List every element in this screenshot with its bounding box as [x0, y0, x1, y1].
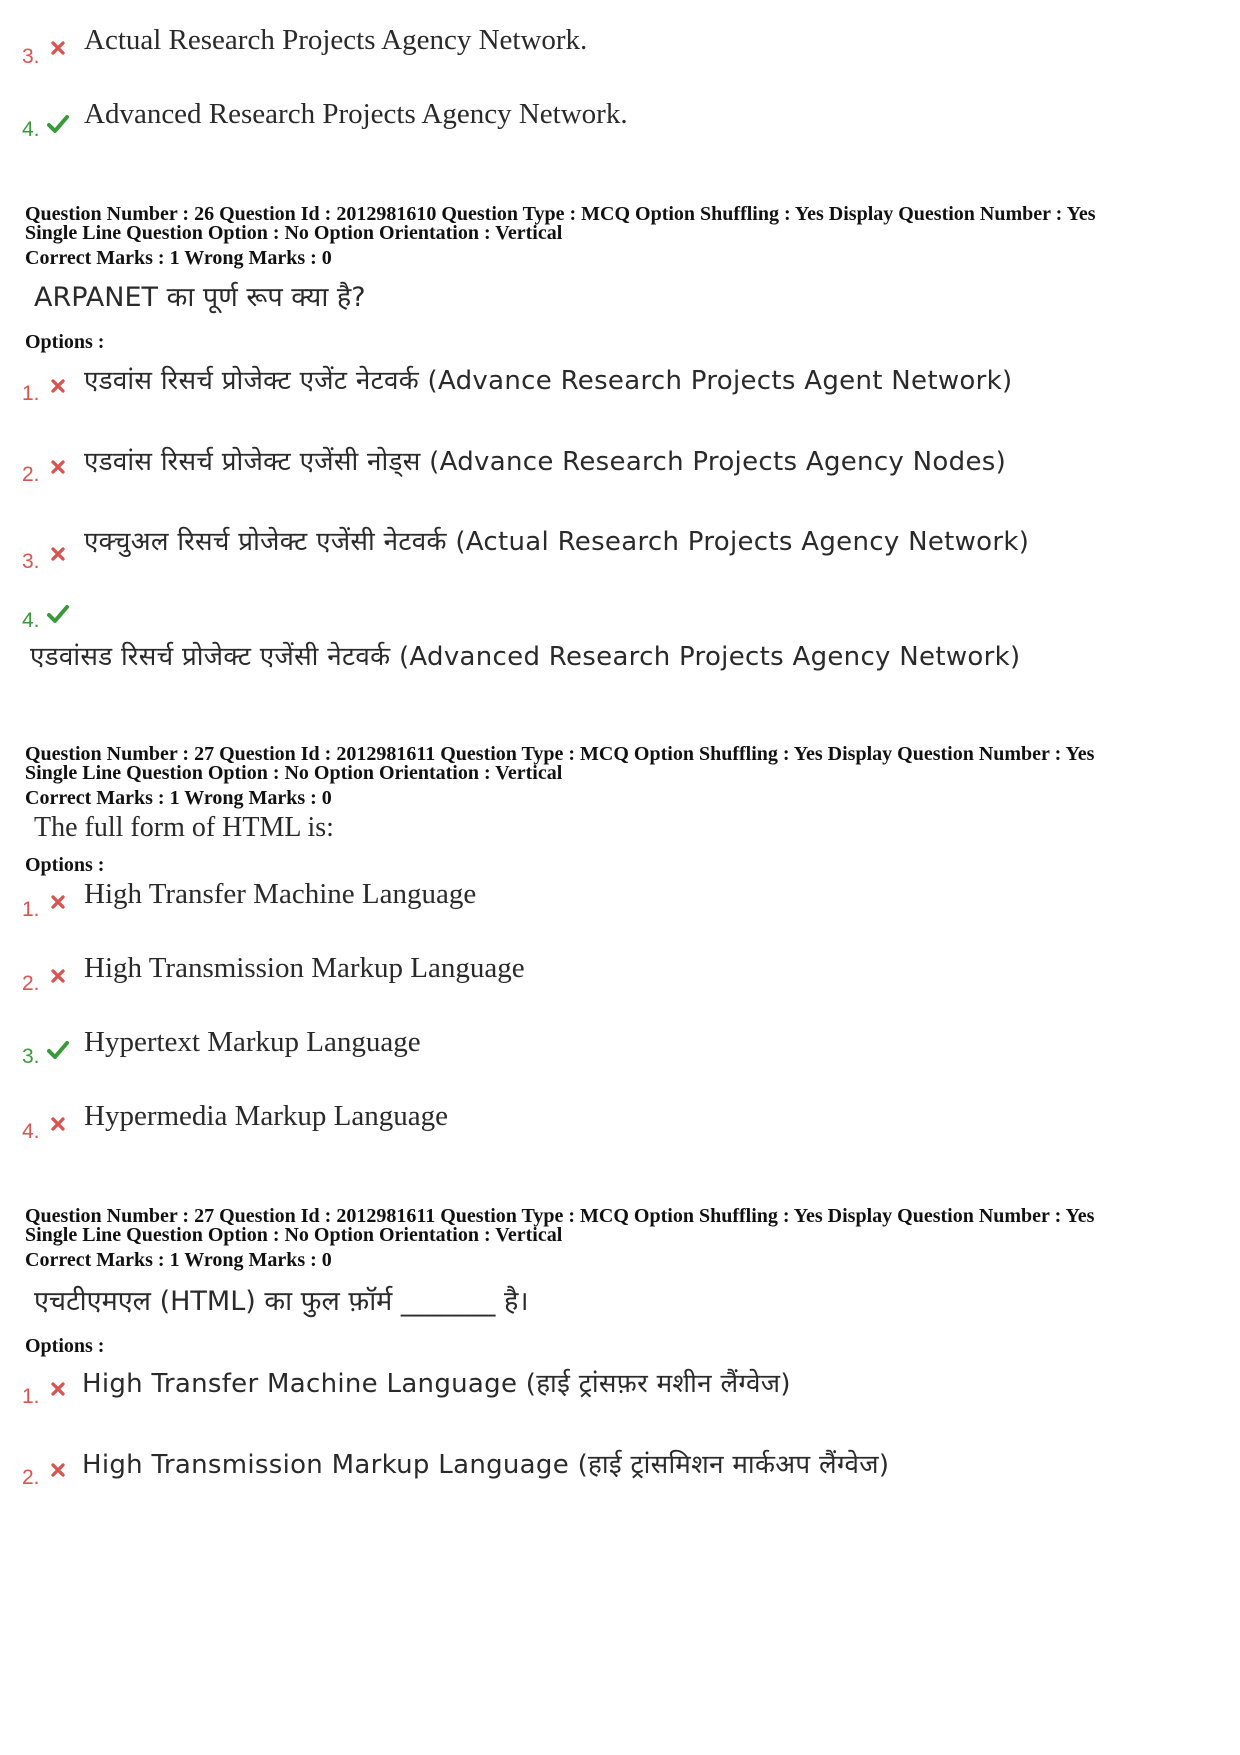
option-number: 4.	[22, 609, 40, 632]
option-text: Advanced Research Projects Agency Network.	[84, 98, 628, 130]
question-marks: Correct Marks : 1 Wrong Marks : 0	[25, 1249, 332, 1271]
option-text: Hypermedia Markup Language	[84, 1100, 448, 1132]
question-text: The full form of HTML is:	[34, 812, 334, 843]
check-icon	[46, 602, 70, 626]
option-text: Actual Research Projects Agency Network.	[84, 24, 588, 56]
cross-icon	[48, 544, 68, 564]
option-number: 1.	[22, 382, 40, 405]
check-icon	[46, 112, 70, 136]
option-text: High Transfer Machine Language	[84, 878, 477, 910]
question-meta-line1: Question Number : 27 Question Id : 2012981611 Question Type : MCQ Option Shuffling : Yes Display Question Number : Yes	[25, 743, 1095, 765]
question-meta-line2: Single Line Question Option : No Option Orientation : Vertical	[25, 762, 563, 784]
question-meta-line2: Single Line Question Option : No Option Orientation : Vertical	[25, 1224, 563, 1246]
option-text: एडवांस रिसर्च प्रोजेक्ट एजेंसी नोड्स (Advance Research Projects Agency Nodes)	[84, 447, 1007, 477]
option-number: 3.	[22, 550, 40, 573]
cross-icon	[48, 457, 68, 477]
options-label: Options :	[25, 331, 105, 353]
option-number: 2.	[22, 463, 40, 486]
option-number: 1.	[22, 1385, 40, 1408]
option-number: 3.	[22, 1045, 40, 1068]
question-meta-line1: Question Number : 26 Question Id : 2012981610 Question Type : MCQ Option Shuffling : Yes Display Question Number : Yes	[25, 203, 1096, 225]
option-number: 2.	[22, 1466, 40, 1489]
option-number: 2.	[22, 972, 40, 995]
cross-icon	[48, 38, 68, 58]
cross-icon	[48, 1379, 68, 1399]
question-meta-line1: Question Number : 27 Question Id : 2012981611 Question Type : MCQ Option Shuffling : Yes Display Question Number : Yes	[25, 1205, 1095, 1227]
cross-icon	[48, 376, 68, 396]
question-text: एचटीएमएल (HTML) का फुल फ़ॉर्म _______ है।	[34, 1286, 529, 1317]
cross-icon	[48, 892, 68, 912]
option-number: 4.	[22, 118, 40, 141]
question-meta-line2: Single Line Question Option : No Option Orientation : Vertical	[25, 222, 563, 244]
option-text: High Transmission Markup Language	[84, 952, 525, 984]
option-text: एक्चुअल रिसर्च प्रोजेक्ट एजेंसी नेटवर्क (Actual Research Projects Agency Network)	[84, 527, 1030, 557]
option-text: Hypertext Markup Language	[84, 1026, 421, 1058]
question-text: ARPANET का पूर्ण रूप क्या है?	[34, 282, 366, 313]
option-number: 4.	[22, 1120, 40, 1143]
check-icon	[46, 1038, 70, 1062]
option-text: High Transfer Machine Language (हाई ट्रांसफ़र मशीन लैंग्वेज)	[82, 1369, 791, 1399]
option-text: High Transmission Markup Language (हाई ट्रांसमिशन मार्कअप लैंग्वेज)	[82, 1450, 890, 1480]
question-marks: Correct Marks : 1 Wrong Marks : 0	[25, 247, 332, 269]
option-text: एडवांस रिसर्च प्रोजेक्ट एजेंट नेटवर्क (Advance Research Projects Agent Network)	[84, 366, 1013, 396]
option-text: एडवांसड रिसर्च प्रोजेक्ट एजेंसी नेटवर्क (Advanced Research Projects Agency Network)	[30, 642, 1021, 672]
cross-icon	[48, 1460, 68, 1480]
question-marks: Correct Marks : 1 Wrong Marks : 0	[25, 787, 332, 809]
options-label: Options :	[25, 1335, 105, 1357]
cross-icon	[48, 1114, 68, 1134]
cross-icon	[48, 966, 68, 986]
options-label: Options :	[25, 854, 105, 876]
option-number: 1.	[22, 898, 40, 921]
option-number: 3.	[22, 45, 40, 68]
